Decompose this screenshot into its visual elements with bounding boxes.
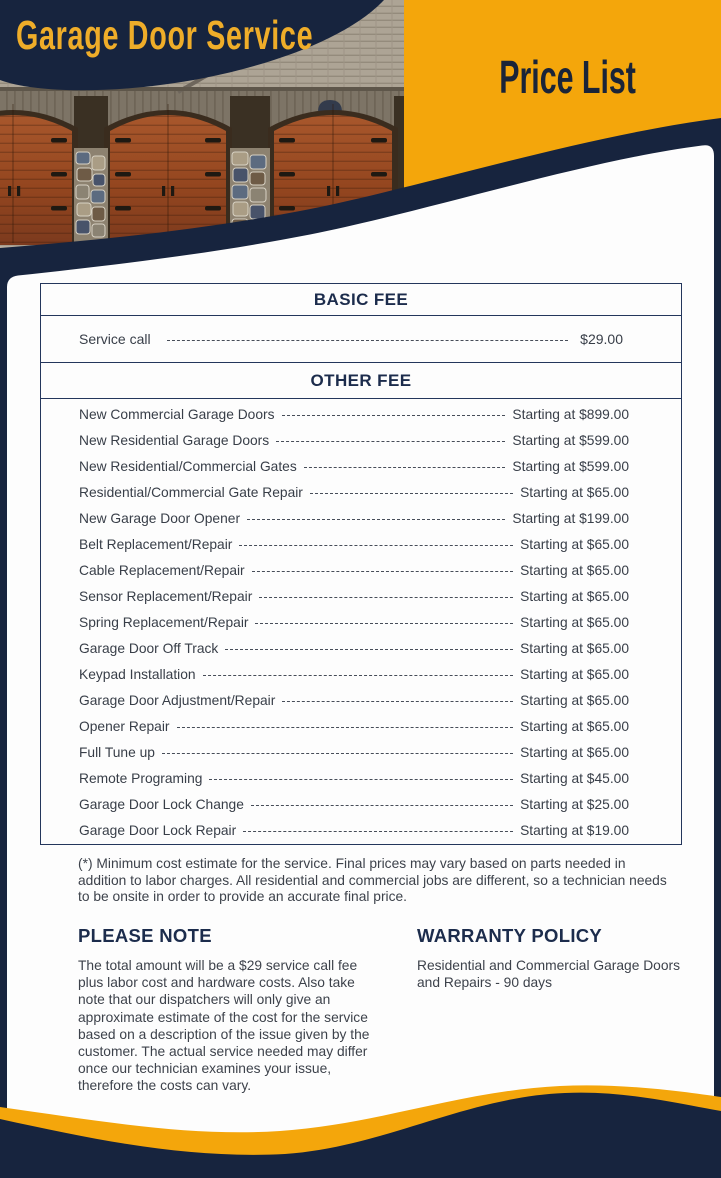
service-label: Garage Door Adjustment/Repair [79,692,276,708]
garage-door-2 [104,104,232,245]
service-label: Residential/Commercial Gate Repair [79,484,303,500]
price-row [79,401,629,427]
please-note-body: The total amount will be a $29 service call fee plus labor cost and hardware costs. Also take note that our dispatchers will only give an approximate estimate of the cost for the service based on a description of the issue given by the customer. The actual service needed may differ once our technician examines your issue, therefore the costs can vary. [78,958,370,1094]
dotted-leader [162,753,513,754]
service-label: Service call [79,331,151,347]
dotted-leader [209,779,513,780]
service-label: Garage Door Off Track [79,640,219,656]
price-row [79,557,629,583]
price-row [79,453,629,479]
service-price: Starting at $65.00 [520,588,629,604]
price-row [79,531,629,557]
service-label: Opener Repair [79,718,170,734]
service-label: New Garage Door Opener [79,510,241,526]
service-price: Starting at $65.00 [520,640,629,656]
brand-title: Garage Door Service [16,12,314,58]
service-label: New Residential Garage Doors [79,432,270,448]
dotted-leader [252,571,513,572]
service-price: Starting at $25.00 [520,796,629,812]
dotted-leader [239,545,513,546]
service-label: Sensor Replacement/Repair [79,588,253,604]
footer-artwork [0,1053,721,1178]
price-row [79,609,629,635]
price-row [79,479,629,505]
service-price: Starting at $599.00 [512,458,629,474]
page-title: Price List [499,51,637,103]
garage-door-1 [0,104,78,245]
price-row [79,713,629,739]
price-row [79,791,629,817]
price-row [79,427,629,453]
dotted-leader [203,675,513,676]
other-fee-header: OTHER FEE [40,362,682,399]
page-title-wrap [420,50,716,104]
price-row [79,687,629,713]
service-price: Starting at $65.00 [520,484,629,500]
dotted-leader [251,805,513,806]
service-price: Starting at $199.00 [512,510,629,526]
service-price: Starting at $899.00 [512,406,629,422]
price-row [79,635,629,661]
service-label: Garage Door Lock Repair [79,822,237,838]
please-note-title: PLEASE NOTE [78,925,212,946]
service-label: Keypad Installation [79,666,196,682]
stone-pillar-1 [74,148,108,246]
service-price: Starting at $65.00 [520,718,629,734]
service-price: Starting at $19.00 [520,822,629,838]
dotted-leader [304,467,506,468]
service-price: Starting at $45.00 [520,770,629,786]
dotted-leader [255,623,513,624]
price-row [79,316,623,362]
service-price: Starting at $65.00 [520,536,629,552]
price-row [79,739,629,765]
dotted-leader [225,649,513,650]
price-row [79,817,629,843]
dotted-leader [282,701,513,702]
dotted-leader [243,831,513,832]
service-price: $29.00 [580,331,623,347]
warranty-policy-title: WARRANTY POLICY [417,925,603,946]
service-label: New Commercial Garage Doors [79,406,275,422]
dotted-leader [167,340,569,341]
dotted-leader [247,519,505,520]
service-price: Starting at $65.00 [520,692,629,708]
dotted-leader [282,415,506,416]
service-label: New Residential/Commercial Gates [79,458,297,474]
dotted-leader [310,493,513,494]
other-fee-table [40,398,682,845]
dotted-leader [259,597,513,598]
service-label: Belt Replacement/Repair [79,536,233,552]
basic-fee-table [40,315,682,363]
dotted-leader [276,441,505,442]
service-price: Starting at $65.00 [520,614,629,630]
service-label: Garage Door Lock Change [79,796,244,812]
footnote: (*) Minimum cost estimate for the service. Final prices may vary based on parts needed in addition to labor charges. All residential and commercial jobs are different, so a technician needs to be onsite in order to provide an accurate final price. [78,856,667,905]
price-row [79,661,629,687]
warranty-policy-body: Residential and Commercial Garage Doors and Repairs - 90 days [417,958,681,991]
price-row [79,583,629,609]
service-label: Cable Replacement/Repair [79,562,245,578]
price-row [79,765,629,791]
service-price: Starting at $65.00 [520,666,629,682]
price-row [79,505,629,531]
service-label: Full Tune up [79,744,155,760]
service-price: Starting at $599.00 [512,432,629,448]
service-label: Remote Programing [79,770,203,786]
service-label: Spring Replacement/Repair [79,614,249,630]
service-price: Starting at $65.00 [520,744,629,760]
dotted-leader [177,727,514,728]
basic-fee-header: BASIC FEE [40,283,682,316]
service-price: Starting at $65.00 [520,562,629,578]
